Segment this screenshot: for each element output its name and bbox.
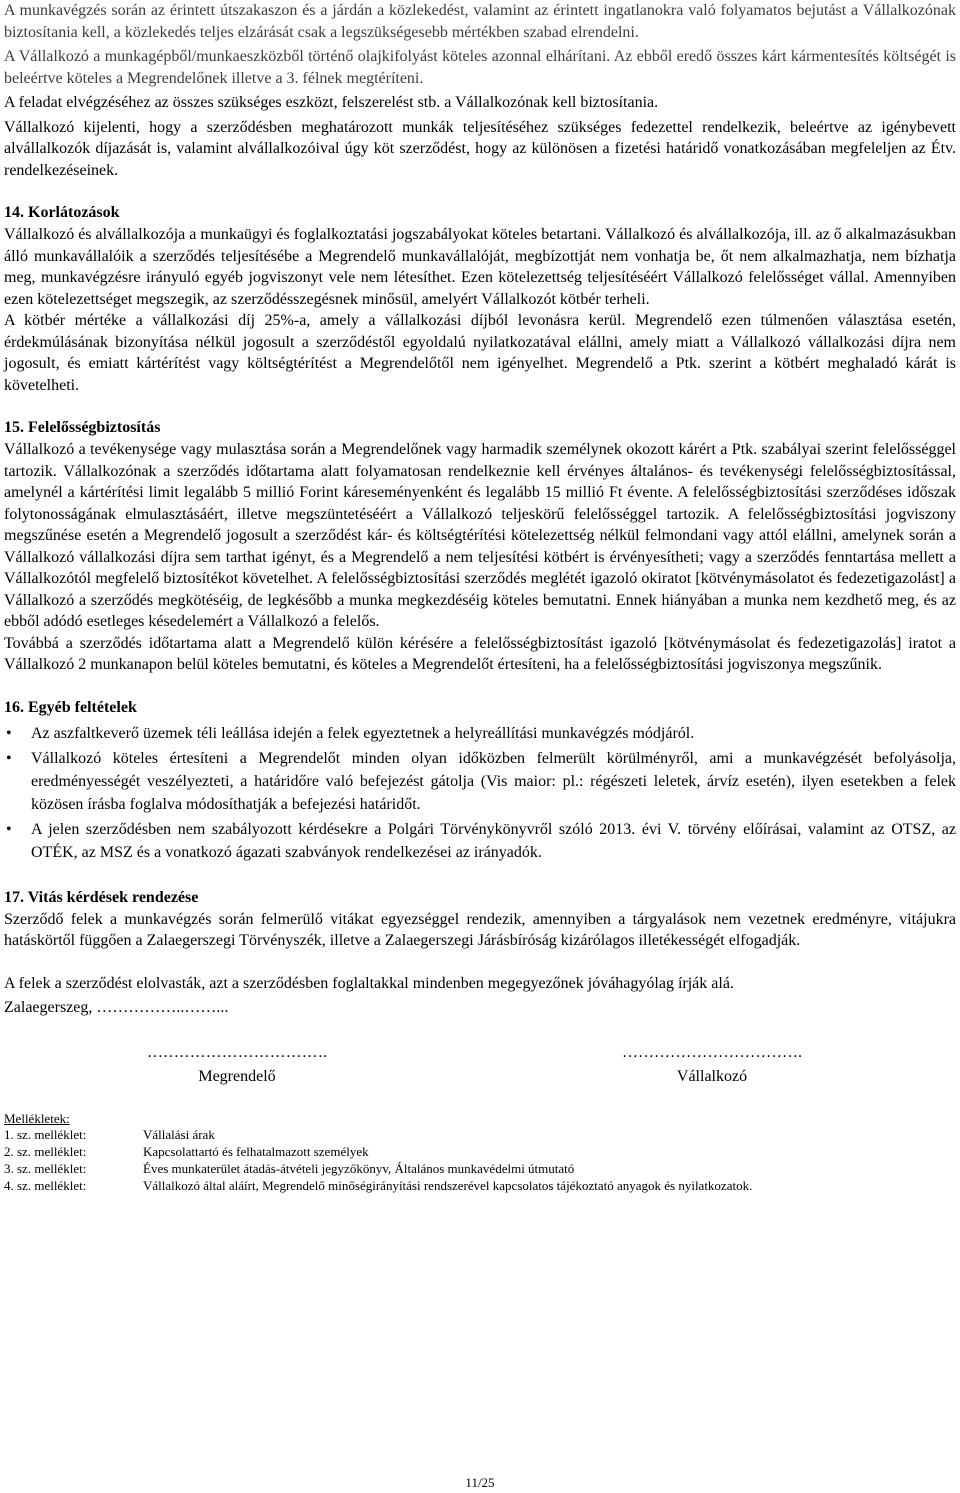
list-item-text: Vállalkozó köteles értesíteni a Megrendelőt minden olyan időközben felmerült körülményről, ami a munkavégzését befolyásolja, eredményességét veszélyezteti, a határidőre való befejezést gátolja (Vis maior: pl.: régészeti leletek, árvíz esetén), ilyen esetekben a felek közösen írásba foglalva módosíthatják a befejezési határidőt. xyxy=(31,749,956,813)
signature-line: ……………………………. xyxy=(622,1043,802,1061)
section-14-heading: 14. Korlátozások xyxy=(4,204,120,221)
annex-description: Vállalkozó által aláírt, Megrendelő minőségirányítási rendszerével kapcsolatos tájékoztató anyagok és nyilatkozatok. xyxy=(143,1177,753,1193)
section-14-paragraph-2: A kötbér mértéke a vállalkozási díj 25%-a, amely a vállalkozási díjból levonásra kerül. Megrendelő ezen túlmenően választása esetén, érdekmúlásának bizonyítása nélkül jogosult a szerződéstől egyoldalú nyilatkozatával elállni, amely miatt a Vállalkozó vállalkozási díjra nem jogosult, és emiatt kártérítést vagy költségtérítést a Megrendelőtől nem igényelhet. Megrendelő a Ptk. szerint a kötbért meghaladó kárát is követelheti. xyxy=(4,312,956,394)
page-number: 11/25 xyxy=(465,1475,495,1490)
annex-description: Kapcsolattartó és felhatalmazott személyek xyxy=(143,1143,369,1159)
section-14-paragraph-1: Vállalkozó és alvállalkozója a munkaügyi és foglalkoztatási jogszabályokat köteles betartani. Vállalkozó és alvállalkozója, ill. az ő alkalmazásukban álló munkavállalóik a szerződés teljesítésébe a Megrendelő munkavállalóját, megbízottját nem vonhatja be, őt nem alkalmazhatja, nem bízhatja meg, munkavégzésre irányuló egyéb jogviszonyt vele nem létesíthet. Ezen kötelezettség teljesítéséért Vállalkozó felelősséget vállal. Amennyiben ezen kötelezettséget megszegik, az szerződésszegésnek minősül, amelyért Vállalkozót kötbér terheli. xyxy=(4,226,956,308)
annex-description: Vállalási árak xyxy=(143,1126,215,1142)
intro-paragraph-funding: Vállalkozó kijelenti, hogy a szerződésben meghatározott munkák teljesítéséhez szükséges fedezettel rendelkezik, beleértve az igénybevett alvállalkozók díjazását is, valamint alvállalkozóival úgy köt szerződést, hogy az különösen a fizetési határidő vonatkozásában megfeleljen az Étv. rendelkezéseinek. xyxy=(4,118,956,179)
table-row xyxy=(4,1143,752,1160)
table-row xyxy=(4,1126,752,1143)
signature-label: Megrendelő xyxy=(198,1067,276,1085)
closing-statement: A felek a szerződést elolvasták, azt a szerződésben foglaltakkal mindenben megegyezőnek jóváhagyólag írják alá. xyxy=(4,974,734,992)
spacer xyxy=(4,866,956,887)
contractor-signature xyxy=(592,1041,832,1089)
annex-title: Mellékletek: xyxy=(4,1110,70,1126)
spacer xyxy=(4,952,956,973)
section-16-list xyxy=(4,722,956,864)
section-16-heading: 16. Egyéb feltételek xyxy=(4,698,137,716)
document-page xyxy=(4,0,956,1194)
section-17-paragraph: Szerződő felek a munkavégzés során felmerülő vitákat egyezséggel rendezik, amennyiben a tárgyalások nem vezetnek eredményre, vitájukra hatáskörtől függően a Zalaegerszegi Törvényszék, illetve a Zalaegerszegi Járásbíróság kizárólagos illetékességét elfogadják. xyxy=(4,910,956,949)
bullet-icon: • xyxy=(6,749,12,767)
table-row xyxy=(4,1160,752,1177)
annex-number: 1. sz. melléklet: xyxy=(4,1126,87,1142)
annex-table xyxy=(4,1126,752,1194)
list-item xyxy=(4,818,956,864)
bullet-icon: • xyxy=(6,820,12,838)
signature-label: Vállalkozó xyxy=(676,1067,748,1085)
section-15-paragraph-1: Vállalkozó a tevékenysége vagy mulasztása során a Megrendelőnek vagy harmadik személynek okozott kárért a Ptk. szabályai szerint felelősséggel tartozik. Vállalkozónak a szerződés időtartama alatt folyamatosan rendelkeznie kell érvényes általános- és tevékenységi felelősségbiztosítással, amelynél a kártérítési limit legalább 5 millió Forint káreseményenként és legalább 15 millió Ft évente. A felelősségbiztosítási szerződéses időszak folytonosságának elmulasztásáért, illetve megszüntetéséért a Vállalkozó teljeskörű felelősséggel tartozik. A felelősségbiztosítási jogviszony megszűnése esetén a Megrendelő jogosult a szerződést kár- és költségtérítési kötelezettség nélkül felmondani vagy attól elállni, amelynek során a Vállalkozó vállalkozási díjra sem tarthat igényt, és a Megrendelő a nem teljesítési kötbért is érvényesítheti; vagy a szerződés fenntartása mellett a Vállalkozótól megfelelő biztosítékot követelhet. A felelősségbiztosítási szerződés meglétét igazoló okiratot [kötvénymásolatot és fedezetigazolást] a Vállalkozó a szerződés megkötéséig, de legkésőbb a munka megkezdéséig köteles bemutatni. Ennek hiányában a munka nem kezdhető meg, és az ebből adódó esetleges késedelemért a Vállalkozó a felelős. xyxy=(4,441,956,630)
list-item xyxy=(4,747,956,816)
annex-number: 2. sz. melléklet: xyxy=(4,1143,87,1159)
intro-paragraph-equipment: A feladat elvégzéséhez az összes szükséges eszközt, felszerelést stb. a Vállalkozónak kell biztosítania. xyxy=(4,94,659,111)
intro-paragraph-oil-spill: A Vállalkozó a munkagépből/munkaeszközből történő olajkifolyást köteles azonnal elhárítani. Az ebből eredő összes kárt kármentesítés költségét is beleértve köteles a Megrendelőnek illetve a 3. félnek megtéríteni. xyxy=(4,48,956,87)
table-row xyxy=(4,1177,752,1194)
signature-line: ……………………………. xyxy=(147,1043,327,1061)
list-item-text: A jelen szerződésben nem szabályozott kérdésekre a Polgári Törvénykönyvről szóló 2013. évi V. törvény előírásai, valamint az OTSZ, az OTÉK, az MSZ és a vonatkozó ágazati szabványok rendelkezései az irányadók. xyxy=(31,820,956,861)
place-date: Zalaegerszeg, ……………..……... xyxy=(4,999,229,1016)
annex-number: 4. sz. melléklet: xyxy=(4,1177,87,1193)
section-17-heading: 17. Vitás kérdések rendezése xyxy=(4,888,199,906)
spacer xyxy=(4,181,956,202)
list-item-text: Az aszfaltkeverő üzemek téli leállása idején a felek egyeztetnek a helyreállítási munkavégzés módjáról. xyxy=(31,724,695,742)
bullet-icon: • xyxy=(6,724,12,742)
client-signature xyxy=(122,1041,352,1089)
annex-list xyxy=(4,1111,956,1194)
list-item xyxy=(4,722,956,745)
section-15-heading: 15. Felelősségbiztosítás xyxy=(4,419,161,436)
spacer xyxy=(4,396,956,417)
spacer xyxy=(4,676,956,697)
intro-paragraph-traffic: A munkavégzés során az érintett útszakaszon és a járdán a közlekedést, valamint az érintett ingatlanokra való folyamatos bejutást a Vállalkozónak biztosítania kell, a közlekedés teljes elzárását csak a legszükségesebb mértékben szabad elrendelni. xyxy=(4,2,956,41)
signature-block xyxy=(4,1041,956,1089)
annex-description: Éves munkaterület átadás-átvételi jegyzőkönyv, Általános munkavédelmi útmutató xyxy=(143,1160,575,1176)
section-15-paragraph-2: Továbbá a szerződés időtartama alatt a Megrendelő külön kérésére a felelősségbiztosítást igazoló [kötvénymásolat és fedezetigazolás] iratot a Vállalkozó 2 munkanapon belül köteles bemutatni, és köteles a Megrendelőt értesíteni, ha a felelősségbiztosítási jogviszonya megszűnik. xyxy=(4,634,956,673)
annex-number: 3. sz. melléklet: xyxy=(4,1160,87,1176)
